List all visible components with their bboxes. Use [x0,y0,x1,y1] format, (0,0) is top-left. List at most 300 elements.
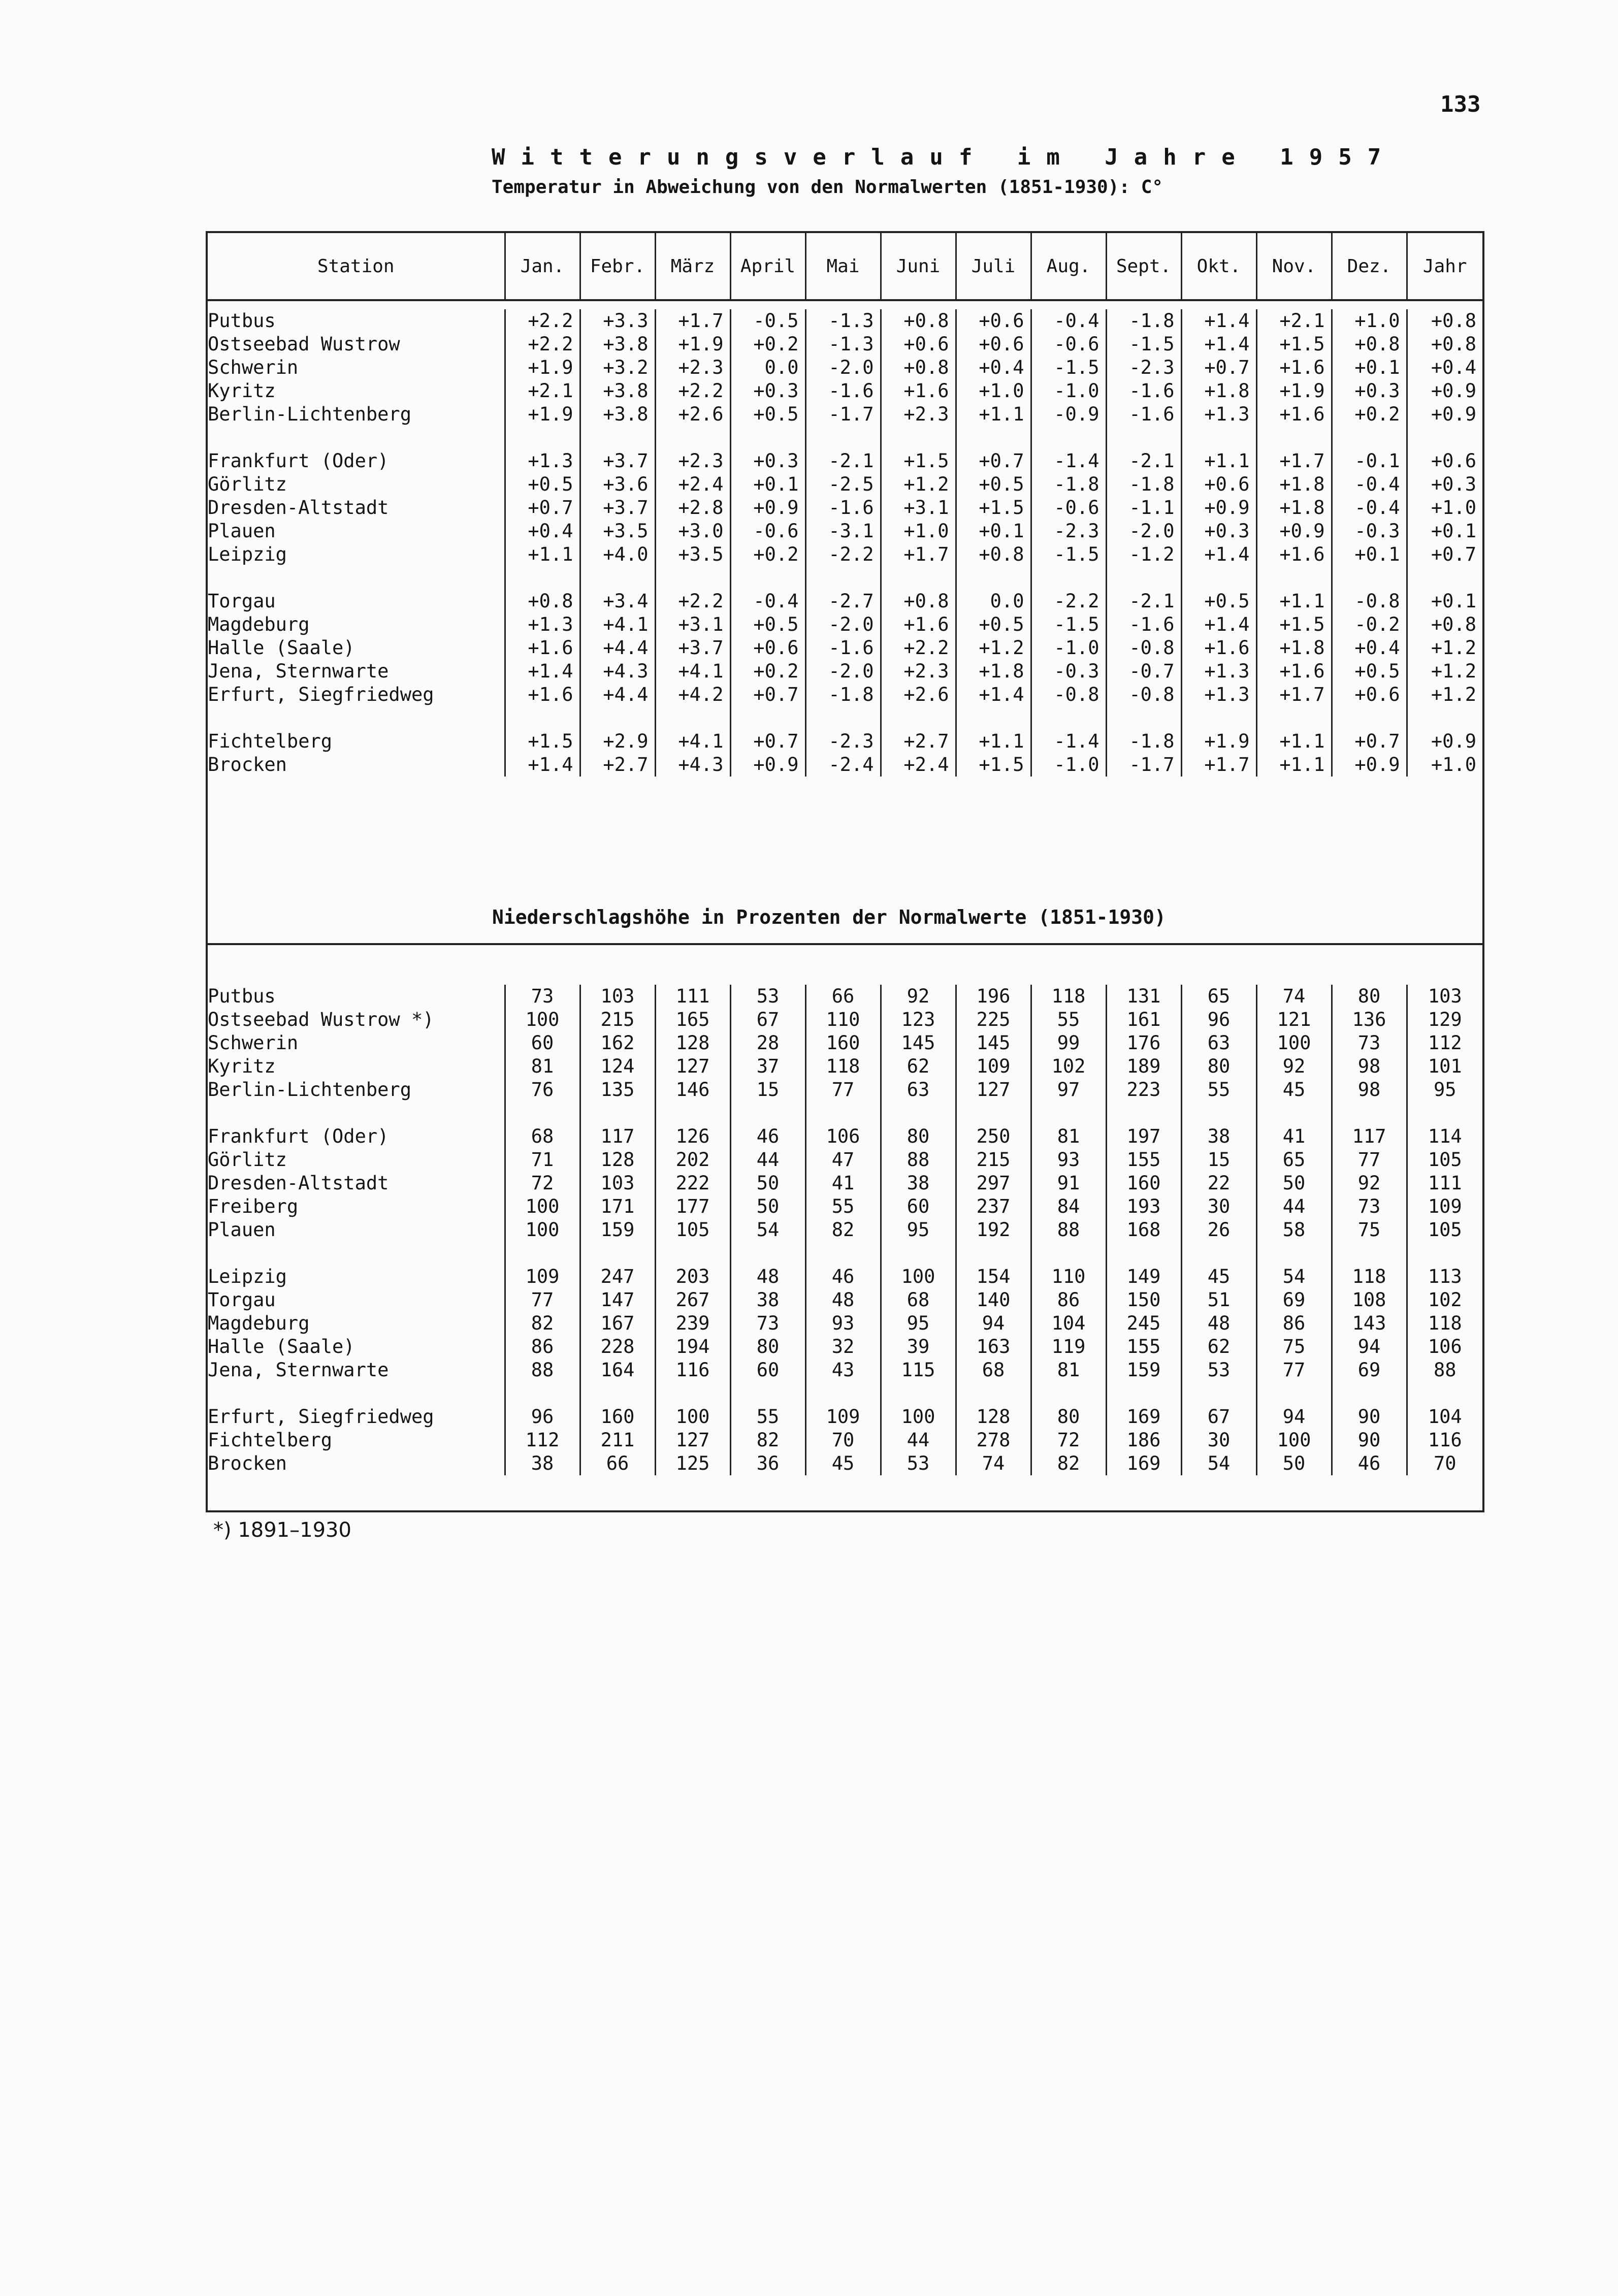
value-cell: +4.4 [580,636,655,660]
value-cell: +0.3 [1181,520,1256,543]
value-cell: 60 [881,1195,956,1218]
value-cell: +0.6 [956,333,1031,356]
table-row [208,496,1482,520]
value-cell: 69 [1332,1359,1407,1382]
value-cell: +1.8 [1256,496,1332,520]
value-cell: +0.7 [956,449,1031,473]
value-cell: +1.9 [655,333,730,356]
table-row [208,1452,1482,1475]
value-cell: +1.8 [956,660,1031,683]
value-cell: 105 [1428,1149,1462,1171]
value-cell: +0.8 [1431,310,1476,332]
value-cell: 63 [1181,1031,1256,1055]
value-cell: +0.8 [881,590,956,613]
value-cell: 84 [1031,1195,1106,1218]
table-row [208,1218,1482,1242]
value-cell: 77 [505,1288,580,1312]
precipitation-header-rule [208,943,1482,945]
value-cell: +3.8 [580,403,655,426]
value-cell: +1.8 [1256,636,1332,660]
value-cell: +2.2 [655,590,730,613]
value-cell: 71 [505,1148,580,1172]
value-cell: 51 [1181,1288,1256,1312]
value-cell: 81 [1031,1125,1106,1148]
value-cell: +2.4 [655,473,730,496]
value-cell: 94 [1332,1335,1407,1359]
value-cell: -1.6 [805,379,881,403]
temperature-table [208,309,1482,777]
value-cell: 118 [1332,1265,1407,1288]
table-row [208,753,1482,777]
value-cell: +4.2 [655,683,730,706]
station-name: Putbus [208,985,505,1008]
value-cell: +3.6 [580,473,655,496]
value-cell: 127 [655,1429,730,1452]
value-cell: -1.8 [1106,309,1181,333]
table-row [208,403,1482,426]
value-cell: +1.0 [881,520,956,543]
value-cell: 112 [505,1429,580,1452]
value-cell: 124 [580,1055,655,1078]
station-name: Dresden-Altstadt [208,1172,505,1195]
value-cell: +0.4 [505,520,580,543]
value-cell: +0.9 [1431,730,1476,752]
value-cell: +4.0 [580,543,655,566]
value-cell: +0.6 [730,636,805,660]
value-cell: 68 [881,1288,956,1312]
value-cell: -2.1 [1106,590,1181,613]
value-cell: 50 [1256,1452,1332,1475]
value-cell: 43 [805,1359,881,1382]
value-cell: 136 [1332,1008,1407,1031]
value-cell: +1.4 [1181,613,1256,636]
table-row [208,1335,1482,1359]
value-cell: 197 [1106,1125,1181,1148]
value-cell: 140 [956,1288,1031,1312]
value-cell: 55 [730,1405,805,1429]
table-row [208,1125,1482,1148]
value-cell: 69 [1256,1288,1332,1312]
value-cell: +0.3 [1332,379,1407,403]
station-name: Plauen [208,1218,505,1242]
value-cell: -2.0 [805,660,881,683]
value-cell: +2.7 [580,753,655,777]
value-cell: 88 [881,1148,956,1172]
value-cell: +2.4 [881,753,956,777]
value-cell: 250 [956,1125,1031,1148]
table-row [208,1008,1482,1031]
value-cell: 102 [1031,1055,1106,1078]
value-cell: 30 [1181,1195,1256,1218]
station-name: Leipzig [208,543,505,566]
month-header: Jan. [505,233,580,300]
value-cell: 100 [655,1405,730,1429]
value-cell: +0.6 [1332,683,1407,706]
value-cell: +0.8 [956,543,1031,566]
table-row [208,543,1482,566]
value-cell: +1.5 [505,730,580,753]
value-cell: 116 [1428,1429,1462,1451]
value-cell: 45 [1256,1078,1332,1102]
value-cell: 90 [1332,1405,1407,1429]
value-cell: 62 [881,1055,956,1078]
value-cell: +0.5 [1332,660,1407,683]
value-cell: +0.4 [956,356,1031,379]
station-name: Jena, Sternwarte [208,1359,505,1382]
value-cell: +0.5 [730,403,805,426]
month-header: Febr. [580,233,655,300]
value-cell: 54 [1256,1265,1332,1288]
value-cell: 129 [1428,1009,1462,1030]
value-cell: 237 [956,1195,1031,1218]
value-cell: 176 [1106,1031,1181,1055]
value-cell: +0.8 [1332,333,1407,356]
value-cell: +1.2 [1431,660,1476,682]
value-cell: 111 [655,985,730,1008]
value-cell: 215 [956,1148,1031,1172]
station-name: Erfurt, Siegfriedweg [208,1405,505,1429]
value-cell: +3.7 [580,449,655,473]
precipitation-table [208,985,1482,1475]
value-cell: 119 [1031,1335,1106,1359]
value-cell: +1.6 [1256,403,1332,426]
table-row [208,449,1482,473]
page-subtitle: Temperatur in Abweichung von den Normalwerten (1851-1930): C° [492,177,1163,198]
value-cell: 128 [956,1405,1031,1429]
value-cell: -0.4 [1332,496,1407,520]
value-cell: +0.5 [956,473,1031,496]
value-cell: +1.9 [505,356,580,379]
value-cell: 222 [655,1172,730,1195]
value-cell: +3.5 [655,543,730,566]
value-cell: 68 [956,1359,1031,1382]
value-cell: +0.7 [1431,543,1476,565]
value-cell: 125 [655,1452,730,1475]
value-cell: +0.9 [1181,496,1256,520]
value-cell: 0.0 [730,356,805,379]
value-cell: 135 [580,1078,655,1102]
station-name: Torgau [208,1288,505,1312]
value-cell: 165 [655,1008,730,1031]
value-cell: -0.4 [1332,473,1407,496]
value-cell: 123 [881,1008,956,1031]
value-cell: +1.7 [1181,753,1256,777]
value-cell: -1.1 [1106,496,1181,520]
month-header: Dez. [1332,233,1407,300]
station-name: Freiberg [208,1195,505,1218]
value-cell: 44 [730,1148,805,1172]
value-cell: 46 [805,1265,881,1288]
value-cell: 155 [1106,1148,1181,1172]
value-cell: 39 [881,1335,956,1359]
group-spacer [208,566,1482,590]
value-cell: 131 [1106,985,1181,1008]
value-cell: 104 [1428,1406,1462,1428]
value-cell: -1.6 [1106,403,1181,426]
value-cell: +0.1 [1431,590,1476,612]
value-cell: 109 [805,1405,881,1429]
value-cell: 15 [730,1078,805,1102]
value-cell: -0.4 [730,590,805,613]
value-cell: 100 [881,1405,956,1429]
value-cell: +0.7 [1181,356,1256,379]
value-cell: 53 [1181,1359,1256,1382]
value-cell: 48 [1181,1312,1256,1335]
value-cell: -2.0 [805,613,881,636]
value-cell: +3.1 [655,613,730,636]
value-cell: 112 [1428,1032,1462,1054]
value-cell: -0.8 [1106,683,1181,706]
value-cell: +0.7 [505,496,580,520]
value-cell: +1.0 [956,379,1031,403]
value-cell: -0.8 [1332,590,1407,613]
value-cell: 41 [805,1172,881,1195]
value-cell: 192 [956,1218,1031,1242]
value-cell: +1.4 [1181,543,1256,566]
value-cell: +1.0 [1431,754,1476,775]
value-cell: +1.1 [1256,753,1332,777]
value-cell: +1.3 [1181,683,1256,706]
value-cell: 90 [1332,1429,1407,1452]
value-cell: +1.1 [505,543,580,566]
value-cell: 267 [655,1288,730,1312]
month-header: Jahr [1407,233,1482,300]
value-cell: +2.3 [655,449,730,473]
value-cell: 96 [505,1405,580,1429]
value-cell: +1.1 [956,403,1031,426]
value-cell: -2.7 [805,590,881,613]
station-name: Fichtelberg [208,1429,505,1452]
value-cell: 80 [1181,1055,1256,1078]
value-cell: -0.4 [1031,309,1106,333]
month-header: Okt. [1181,233,1256,300]
value-cell: +1.3 [505,613,580,636]
value-cell: +3.5 [580,520,655,543]
value-cell: 75 [1256,1335,1332,1359]
value-cell: +1.0 [1431,497,1476,519]
value-cell: 155 [1106,1335,1181,1359]
value-cell: 168 [1106,1218,1181,1242]
value-cell: 74 [956,1452,1031,1475]
value-cell: 167 [580,1312,655,1335]
value-cell: -1.6 [1106,613,1181,636]
value-cell: 186 [1106,1429,1181,1452]
value-cell: +0.6 [956,309,1031,333]
value-cell: -1.3 [805,333,881,356]
value-cell: +0.3 [730,449,805,473]
value-cell: -2.0 [805,356,881,379]
value-cell: 88 [1031,1218,1106,1242]
value-cell: 103 [580,1172,655,1195]
value-cell: 145 [881,1031,956,1055]
table-row [208,590,1482,613]
month-header: April [730,233,805,300]
value-cell: +1.2 [1431,684,1476,705]
value-cell: -1.5 [1031,613,1106,636]
value-cell: 46 [730,1125,805,1148]
value-cell: 55 [1031,1008,1106,1031]
value-cell: 66 [580,1452,655,1475]
group-spacer [208,706,1482,730]
value-cell: +1.7 [881,543,956,566]
table-row [208,1172,1482,1195]
value-cell: 44 [881,1429,956,1452]
value-cell: 161 [1106,1008,1181,1031]
value-cell: 38 [881,1172,956,1195]
value-cell: 67 [1181,1405,1256,1429]
station-name: Kyritz [208,1055,505,1078]
value-cell: 109 [956,1055,1031,1078]
value-cell: -1.2 [1106,543,1181,566]
value-cell: 103 [1428,985,1462,1007]
value-cell: -0.6 [730,520,805,543]
page-number: 133 [1440,91,1481,117]
value-cell: +0.1 [956,520,1031,543]
value-cell: -1.7 [805,403,881,426]
value-cell: 160 [1106,1172,1181,1195]
value-cell: 38 [505,1452,580,1475]
value-cell: 65 [1256,1148,1332,1172]
value-cell: +1.6 [1256,356,1332,379]
value-cell: +3.3 [580,309,655,333]
value-cell: 143 [1332,1312,1407,1335]
value-cell: 177 [655,1195,730,1218]
value-cell: +2.8 [655,496,730,520]
value-cell: 116 [655,1359,730,1382]
value-cell: 80 [1031,1405,1106,1429]
value-cell: +2.2 [505,333,580,356]
value-cell: 163 [956,1335,1031,1359]
value-cell: 98 [1332,1055,1407,1078]
station-name: Fichtelberg [208,730,505,753]
value-cell: +3.8 [580,379,655,403]
value-cell: 41 [1256,1125,1332,1148]
value-cell: +1.4 [505,660,580,683]
value-cell: +3.1 [881,496,956,520]
table-row [208,1359,1482,1382]
station-name: Berlin-Lichtenberg [208,403,505,426]
station-name: Magdeburg [208,613,505,636]
value-cell: 73 [1332,1031,1407,1055]
value-cell: +0.8 [505,590,580,613]
station-name: Berlin-Lichtenberg [208,1078,505,1102]
value-cell: -2.3 [1106,356,1181,379]
value-cell: 103 [580,985,655,1008]
month-header: Juli [956,233,1031,300]
value-cell: 86 [505,1335,580,1359]
value-cell: +2.3 [881,660,956,683]
value-cell: -2.5 [805,473,881,496]
value-cell: 194 [655,1335,730,1359]
value-cell: +0.9 [1431,380,1476,402]
value-cell: +1.7 [655,309,730,333]
value-cell: 65 [1181,985,1256,1008]
table-row [208,1055,1482,1078]
value-cell: 94 [1256,1405,1332,1429]
value-cell: 128 [655,1031,730,1055]
station-name: Kyritz [208,379,505,403]
value-cell: +0.1 [1431,520,1476,542]
value-cell: +0.6 [1431,450,1476,472]
value-cell: 55 [1181,1078,1256,1102]
month-header: März [655,233,730,300]
footnote: *) 1891–1930 [213,1518,351,1542]
value-cell: 70 [1433,1452,1457,1474]
value-cell: 159 [1106,1359,1181,1382]
value-cell: 99 [1031,1031,1106,1055]
value-cell: 92 [881,985,956,1008]
station-name: Plauen [208,520,505,543]
value-cell: 196 [956,985,1031,1008]
value-cell: 88 [1433,1359,1457,1381]
value-cell: 164 [580,1359,655,1382]
station-name: Frankfurt (Oder) [208,449,505,473]
value-cell: 228 [580,1335,655,1359]
value-cell: 297 [956,1172,1031,1195]
value-cell: 100 [505,1195,580,1218]
value-cell: 15 [1181,1148,1256,1172]
value-cell: +1.5 [956,753,1031,777]
value-cell: 62 [1181,1335,1256,1359]
value-cell: -0.9 [1031,403,1106,426]
value-cell: +0.6 [881,333,956,356]
value-cell: +2.9 [580,730,655,753]
value-cell: +1.3 [505,449,580,473]
value-cell: 38 [1181,1125,1256,1148]
value-cell: 76 [505,1078,580,1102]
value-cell: 100 [505,1218,580,1242]
month-header: Nov. [1256,233,1332,300]
value-cell: 54 [1181,1452,1256,1475]
station-header: Station [208,233,505,300]
value-cell: 55 [805,1195,881,1218]
value-cell: +0.5 [956,613,1031,636]
value-cell: +1.5 [1256,613,1332,636]
value-cell: +0.4 [1431,357,1476,378]
table-row [208,1429,1482,1452]
station-name: Jena, Sternwarte [208,660,505,683]
value-cell: +2.6 [881,683,956,706]
value-cell: -1.6 [805,496,881,520]
value-cell: 60 [505,1031,580,1055]
value-cell: +0.7 [730,730,805,753]
table-row [208,985,1482,1008]
value-cell: 97 [1031,1078,1106,1102]
value-cell: 171 [580,1195,655,1218]
value-cell: -0.1 [1332,449,1407,473]
value-cell: 117 [580,1125,655,1148]
value-cell: 211 [580,1429,655,1452]
station-name: Dresden-Altstadt [208,496,505,520]
value-cell: +1.6 [1256,543,1332,566]
value-cell: 108 [1332,1288,1407,1312]
value-cell: 102 [1428,1289,1462,1311]
value-cell: +1.9 [1181,730,1256,753]
value-cell: +0.8 [881,309,956,333]
value-cell: 278 [956,1429,1031,1452]
value-cell: -0.7 [1106,660,1181,683]
value-cell: +0.2 [730,543,805,566]
value-cell: +2.3 [881,403,956,426]
value-cell: +2.2 [505,309,580,333]
value-cell: +0.8 [1431,613,1476,635]
month-header: Mai [805,233,881,300]
value-cell: +0.1 [1332,543,1407,566]
value-cell: 54 [730,1218,805,1242]
value-cell: 169 [1106,1452,1181,1475]
value-cell: -1.0 [1031,753,1106,777]
value-cell: 115 [881,1359,956,1382]
